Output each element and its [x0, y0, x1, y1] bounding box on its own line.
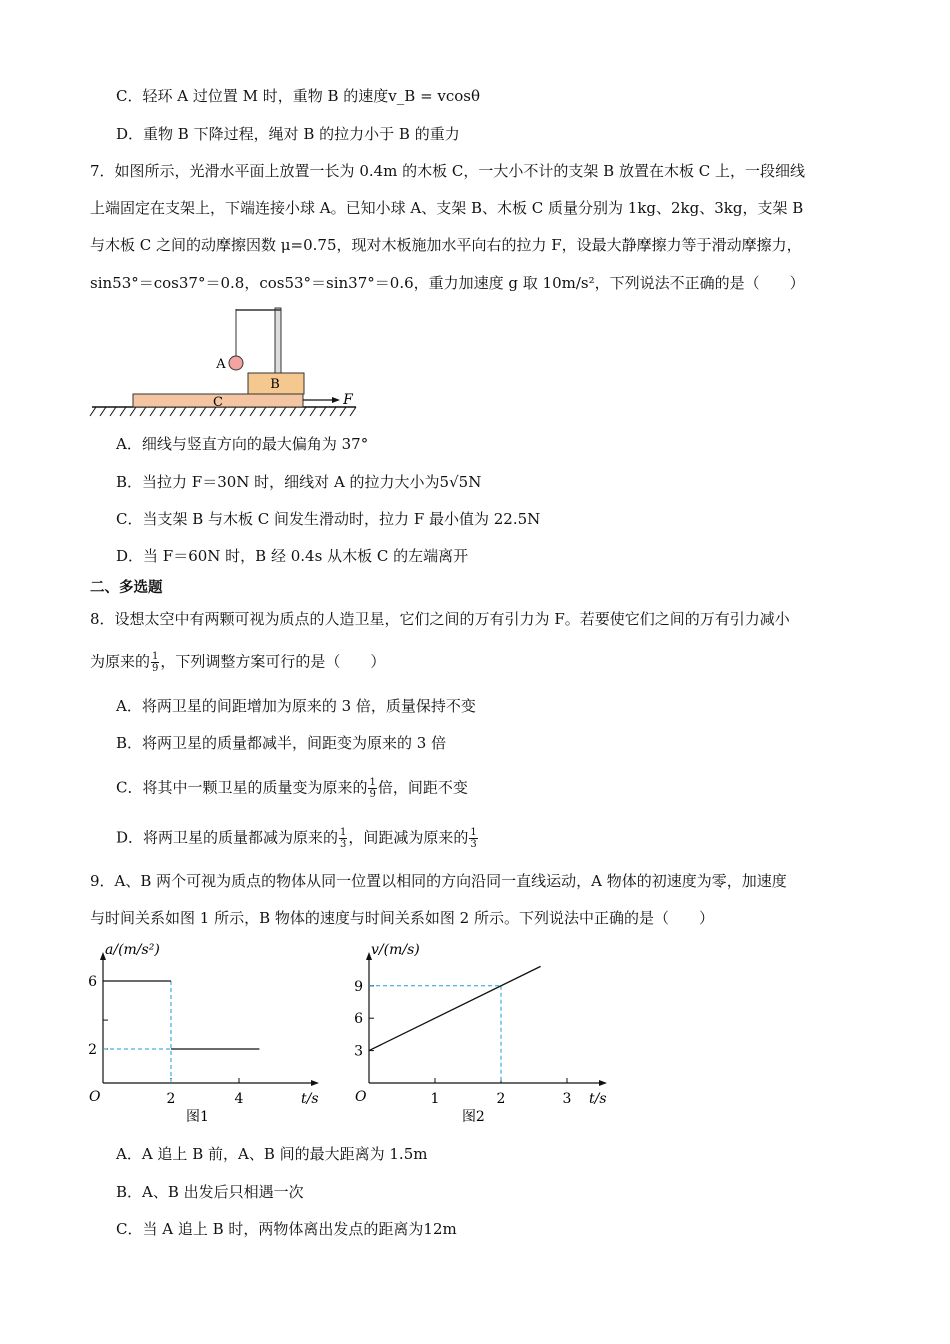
q7-option-a: A．细线与竖直方向的最大偏角为 37° [116, 435, 369, 453]
q7-option-c: C．当支架 B 与木板 C 间发生滑动时，拉力 F 最小值为 22.5N [116, 510, 541, 528]
q8-stem-line2-post: ，下列调整方案可行的是（ ） [160, 652, 386, 671]
y-tick-label: 6 [354, 1011, 363, 1028]
q8-stem-line2-pre: 为原来的 [90, 652, 151, 671]
q8-option-b: B．将两卫星的质量都减半，间距变为原来的 3 倍 [116, 734, 447, 752]
q9-option-c: C．当 A 追上 B 时，两物体离出发点的距离为12m [116, 1220, 457, 1238]
x-axis-label: t/s [589, 1091, 607, 1107]
q7-option-d: D．当 F＝60N 时，B 经 0.4s 从木板 C 的左端离开 [116, 547, 469, 565]
q6-option-d: D．重物 B 下降过程，绳对 B 的拉力小于 B 的重力 [116, 125, 460, 143]
fraction-one-ninth: $\frac{1}{9}$ [369, 777, 376, 800]
y-tick-label: 3 [354, 1043, 363, 1060]
fraction-one-third: $\frac{1}{3}$ [470, 827, 477, 850]
label-b: B [270, 377, 280, 392]
y-axis-label: a/(m/s²) [105, 942, 160, 958]
q7-stem-line3: 与木板 C 之间的动摩擦因数 μ=0.75，现对木板施加水平向右的拉力 F，设最大静摩擦力等于滑动摩擦力， [90, 236, 802, 254]
origin-label: O [89, 1089, 101, 1105]
label-c: C [213, 395, 223, 410]
figure-2-velocity-chart [345, 940, 615, 1130]
q8-stem-line1: 8．设想太空中有两颗可视为质点的人造卫星，它们之间的万有引力为 F。若要使它们之间的万有引力减小 [90, 610, 790, 628]
x-axis-label: t/s [301, 1091, 319, 1107]
fraction-one-ninth: $\frac{1}{9}$ [152, 651, 159, 674]
fraction-one-third: $\frac{1}{3}$ [340, 827, 347, 850]
q8-stem-line2 [90, 651, 385, 674]
q8-option-d: D．将两卫星的质量都减为原来的 $\frac{1}{3}$ ，间距减为原来的 $\frac{1}{3}$ [116, 827, 477, 850]
x-tick-label: 4 [234, 1091, 244, 1107]
chart-title: 图2 [461, 1109, 485, 1125]
q7-stem-line2: 上端固定在支架上，下端连接小球 A。已知小球 A、支架 B、木板 C 质量分别为 1kg、2kg、3kg，支架 B [90, 199, 804, 217]
figure-1-acceleration-chart [85, 940, 325, 1130]
y-tick-label: 9 [354, 978, 363, 995]
x-tick-label: 2 [496, 1091, 506, 1107]
x-tick-label: 2 [166, 1091, 176, 1107]
q9-stem-line1: 9．A、B 两个可视为质点的物体从同一位置以相同的方向沿同一直线运动，A 物体的初速度为零，加速度 [90, 872, 787, 890]
series-line [369, 966, 541, 1050]
label-f: F [343, 392, 353, 408]
q9-option-b: B．A、B 出发后只相遇一次 [116, 1183, 304, 1201]
x-axis-arrow [311, 1080, 319, 1086]
q7-figure [88, 304, 368, 424]
chart-title: 图1 [186, 1109, 209, 1125]
origin-label: O [355, 1089, 367, 1105]
q8-option-c: C．将其中一颗卫星的质量变为原来的 $\frac{1}{9}$ 倍，间距不变 [116, 777, 468, 800]
x-tick-label: 3 [562, 1091, 572, 1107]
ball-a [229, 356, 243, 370]
x-axis-arrow [599, 1080, 607, 1086]
y-axis-label: v/(m/s) [371, 942, 420, 958]
y-tick-label: 6 [88, 974, 97, 990]
q9-stem-line2: 与时间关系如图 1 所示，B 物体的速度与时间关系如图 2 所示。下列说法中正确的是（ ） [90, 909, 714, 927]
q7-stem-line4: sin53°＝cos37°＝0.8，cos53°＝sin37°＝0.6，重力加速度 g 取 10m/s²，下列说法不正确的是（ ） [90, 274, 805, 292]
x-tick-label: 1 [430, 1091, 440, 1107]
y-tick-label: 2 [88, 1042, 97, 1058]
q9-option-a: A．A 追上 B 前，A、B 间的最大距离为 1.5m [116, 1145, 428, 1163]
q7-option-b: B．当拉力 F＝30N 时，细线对 A 的拉力大小为5√5N [116, 473, 482, 491]
q8-option-a: A．将两卫星的间距增加为原来的 3 倍，质量保持不变 [116, 697, 476, 715]
label-a: A [216, 357, 226, 372]
q7-stem-line1: 7．如图所示，光滑水平面上放置一长为 0.4m 的木板 C，一大小不计的支架 B 放置在木板 C 上，一段细线 [90, 162, 805, 180]
q6-option-c: C．轻环 A 过位置 M 时，重物 B 的速度v_B = vcosθ [116, 87, 481, 105]
section-heading: 二、多选题 [90, 580, 163, 596]
